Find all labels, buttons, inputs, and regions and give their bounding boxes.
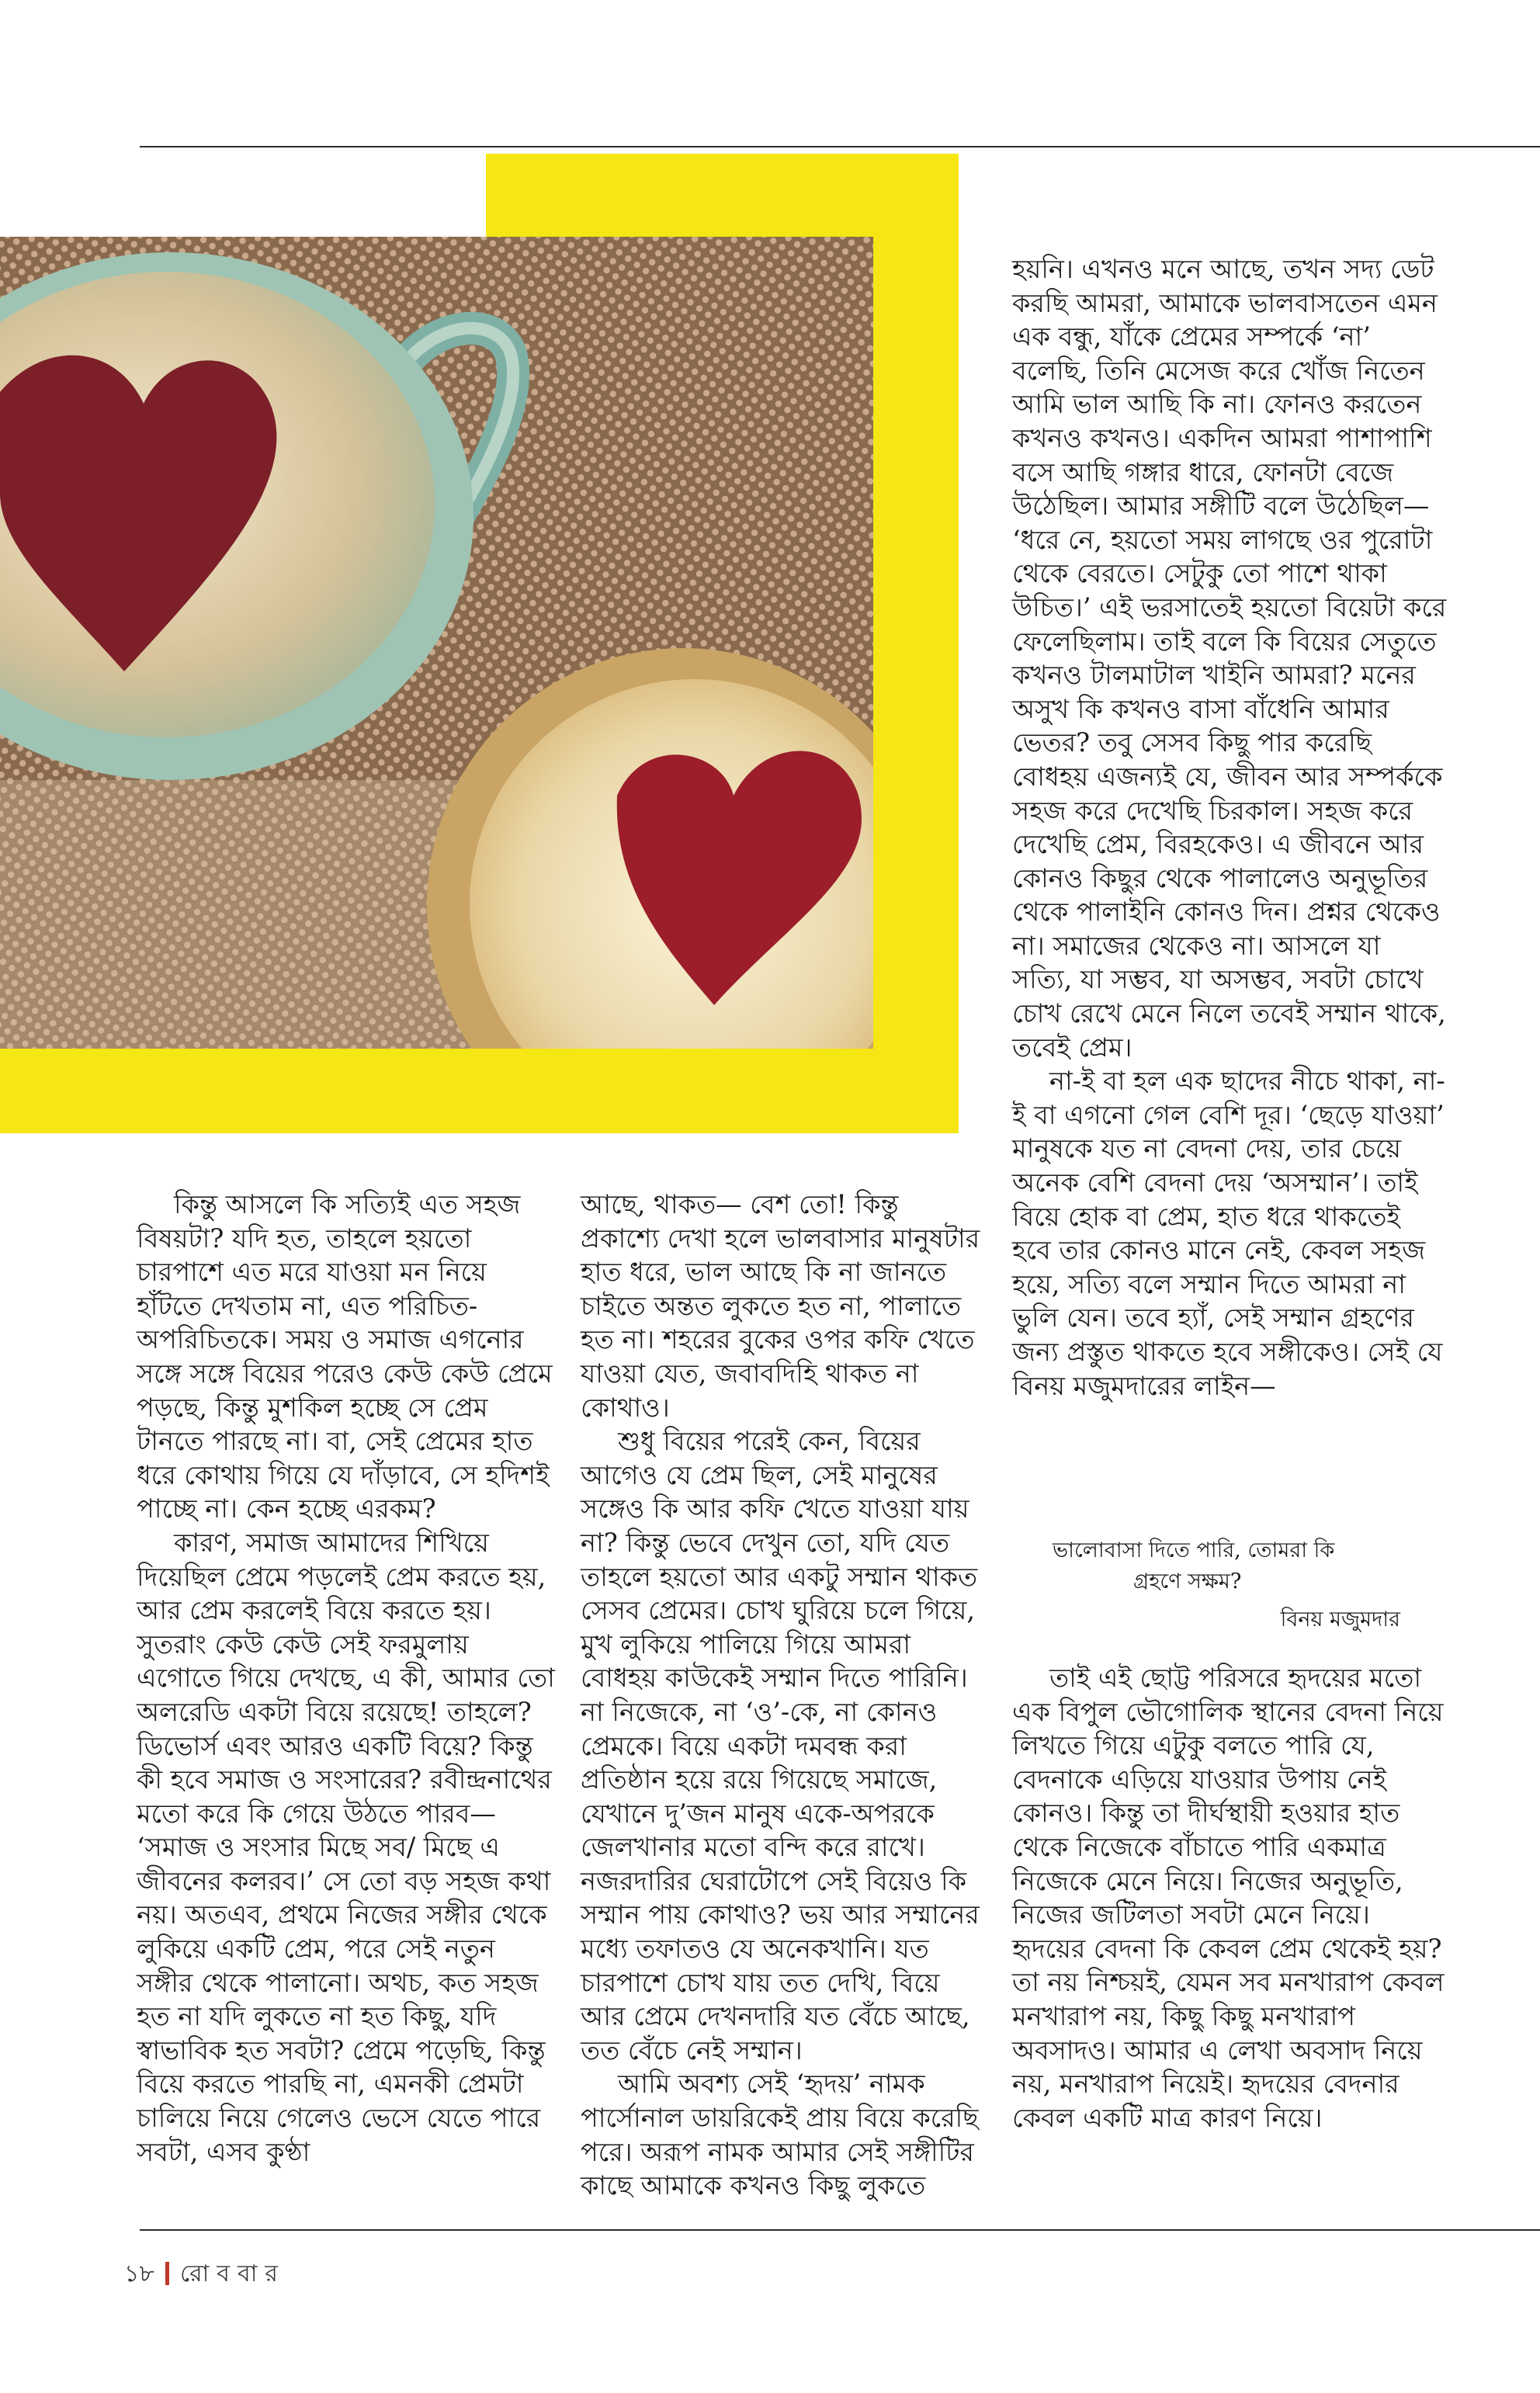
paragraph: না-ই বা হল এক ছাদের নীচে থাকা, না-ই বা এগনো গেল বেশি দূর। ‘ছেড়ে যাওয়া’ মানুষকে যত না বেদনা দেয়, তার চেয়ে অনেক বেশি বেদনা দেয় ‘অসম্মান’। তাই বিয়ে হোক বা প্রেম, হাত ধরে থাকতেই হবে তার কোনও মানে নেই, কেবল সহজ হয়ে, সত্যি বলে সম্মান দিতে আমরা না ভুলি যেন। তবে হ্যাঁ, সেই সম্মান গ্রহণের জন্য প্রস্তুত থাকতে হবে সঙ্গীকেও। সেই যে বিনয় মজুমদারের লাইন— — [1012, 1066, 1445, 1401]
coffee-hearts-photo — [0, 237, 873, 1049]
page-footer — [124, 2255, 286, 2294]
page-number: ১৮ — [124, 2260, 154, 2287]
top-rule — [140, 146, 1540, 147]
article-column-3-top — [1012, 252, 1447, 1403]
paragraph: তাই এই ছোট্ট পরিসরে হৃদয়ের মতো এক বিপুল ভৌগোলিক স্থানের বেদনা নিয়ে লিখতে গিয়ে এটুকু বলতে পারি যে, বেদনাকে এড়িয়ে যাওয়ার উপায় নেই কোনও। কিন্তু তা দীর্ঘস্থায়ী হওয়ার হাত থেকে নিজেকে বাঁচাতে পারি একমাত্র নিজেকে মেনে নিয়ে। নিজের অনুভূতি, নিজের জটিলতা সবটা মেনে নিয়ে। হৃদয়ের বেদনা কি কেবল প্রেম থেকেই হয়? তা নয় নিশ্চয়ই, যেমন সব মনখারাপ কেবল মনখারাপ নয়, কিছু কিছু মনখারাপ অবসাদও। আমার এ লেখা অবসাদ নিয়ে নয়, মনখারাপ নিয়েই। হৃদয়ের বেদনার কেবল একটি মাত্র কারণ নিয়ে। — [1012, 1663, 1445, 2133]
paragraph: হয়নি। এখনও মনে আছে, তখন সদ্য ডেট করছি আমরা, আমাকে ভালবাসতেন এমন এক বন্ধু, যাঁকে প্রেমের সম্পর্কে ‘না’ বলেছি, তিনি মেসেজ করে খোঁজ নিতেন আমি ভাল আছি কি না। ফোনও করতেন কখনও কখনও। একদিন আমরা পাশাপাশি বসে আছি গঙ্গার ধারে, ফোনটা বেজে উঠেছিল। আমার সঙ্গীটি বলে উঠেছিল— ‘ধরে নে, হয়তো সময় লাগছে ওর পুরোটা থেকে বেরতে। সেটুকু তো পাশে থাকা উচিত।’ এই ভরসাতেই হয়তো বিয়েটা করে ফেলেছিলাম। তাই বলে কি বিয়ের সেতুতে কখনও টালমাটাল খাইনি আমরা? মনের অসুখ কি কখনও বাসা বাঁধেনি আমার ভেতর? তবু সেসব কিছু পার করেছি বোধহয় এজন্যই যে, জীবন আর সম্পর্ককে সহজ করে দেখেছি চিরকাল। সহজ করে দেখেছি প্রেম, বিরহকেও। এ জীবনে আর কোনও কিছুর থেকে পালালেও অনুভূতির থেকে পালাইনি কোনও দিন। প্রশ্নর থেকেও না। সমাজের থেকেও না। আসলে যা সত্যি, যা সম্ভব, যা অসম্ভব, সবটা চোখে চোখ রেখে মেনে নিলে তবেই সম্মান থাকে, তবেই প্রেম। — [1012, 254, 1447, 1063]
paragraph: কিন্তু আসলে কি সত্যিই এত সহজ বিষয়টা? যদি হত, তাহলে হয়তো চারপাশে এত মরে যাওয়া মন নিয়ে হাঁটতে দেখতাম না, এত পরিচিত-অপরিচিতকে। সময় ও সমাজ এগনোর সঙ্গে সঙ্গে বিয়ের পরেও কেউ কেউ প্রেমে পড়ছে, কিন্তু মুশকিল হচ্ছে সে প্রেম টানতে পারছে না। বা, সেই প্রেমের হাত ধরে কোথায় গিয়ে যে দাঁড়াবে, সে হদিশই পাচ্ছে না। কেন হচ্ছে এরকম? — [137, 1189, 553, 1524]
quote-line: গ্রহণে সক্ষম? — [1133, 1569, 1242, 1594]
article-column-2 — [581, 1188, 984, 2203]
paragraph: কারণ, সমাজ আমাদের শিখিয়ে দিয়েছিল প্রেমে পড়লেই প্রেম করতে হয়, আর প্রেম করলেই বিয়ে করতে হয়। সুতরাং কেউ কেউ সেই ফরমুলায় এগোতে গিয়ে দেখছে, এ কী, আমার তো অলরেডি একটা বিয়ে রয়েছে! তাহলে? ডিভোর্স এবং আরও একটি বিয়ে? কিন্তু কী হবে সমাজ ও সংসারের? রবীন্দ্রনাথের মতো করে কি গেয়ে উঠতে পারব— ‘সমাজ ও সংসার মিছে সব/ মিছে এ জীবনের কলরব।’ সে তো বড় সহজ কথা নয়। অতএব, প্রথমে নিজের সঙ্গীর থেকে লুকিয়ে একটি প্রেম, পরে সেই নতুন সঙ্গীর থেকে পালানো। অথচ, কত সহজ হত না যদি লুকতে না হত কিছু, যদি স্বাভাবিক হত সবটা? প্রেমে পড়েছি, কিন্তু বিয়ে করতে পারছি না, এমনকী প্রেমটা চালিয়ে নিয়ে গেলেও ভেসে যেতে পারে সবটা, এসব কুণ্ঠা — [137, 1527, 555, 2167]
paragraph: শুধু বিয়ের পরেই কেন, বিয়ের আগেও যে প্রেম ছিল, সেই মানুষের সঙ্গেও কি আর কফি খেতে যাওয়া যায় না? কিন্তু ভেবে দেখুন তো, যদি যেত তাহলে হয়তো আর একটু সম্মান থাকত সেসব প্রেমের। চোখ ঘুরিয়ে চলে গিয়ে, মুখ লুকিয়ে পালিয়ে গিয়ে আমরা বোধহয় কাউকেই সম্মান দিতে পারিনি। না নিজেকে, না ‘ও’-কে, না কোনও প্রেমকে। বিয়ে একটা দমবন্ধ করা প্রতিষ্ঠান হয়ে রয়ে গিয়েছে সমাজে, যেখানে দু’জন মানুষ একে-অপরকে জেলখানার মতো বন্দি করে রাখে। নজরদারির ঘেরাটোপে সেই বিয়েও কি সম্মান পায় কোথাও? ভয় আর সম্মানের মধ্যে তফাতও যে অনেকখানি। যত চারপাশে চোখ যায় তত দেখি, বিয়ে আর প্রেমে দেখনদারি যত বেঁচে আছে, তত বেঁচে নেই সম্মান। — [581, 1426, 980, 2065]
article-column-1 — [137, 1188, 556, 2169]
bottom-rule — [140, 2229, 1540, 2231]
quote-line: ভালোবাসা দিতে পারি, তোমরা কি — [1053, 1538, 1335, 1562]
paragraph: আছে, থাকত— বেশ তো! কিন্তু প্রকাশ্যে দেখা হলে ভালবাসার মানুষটার হাত ধরে, ভাল আছে কি না জানতে চাইতে অন্তত লুকতে হত না, পালাতে হত না। শহরের বুকের ওপর কফি খেতে যাওয়া যেত, জবাবদিহি থাকত না কোথাও। — [581, 1189, 980, 1423]
poem-quote — [1053, 1535, 1456, 1597]
magazine-name: রোববার — [179, 2260, 286, 2287]
folio-divider — [165, 2262, 169, 2285]
article-column-3-bottom — [1012, 1661, 1447, 2135]
quote-author: বিনয় মজুমদার — [1280, 1607, 1400, 1632]
paragraph: আমি অবশ্য সেই ‘হৃদয়’ নামক পার্সোনাল ডায়রিকেই প্রায় বিয়ে করেছি পরে। অরূপ নামক আমার সেই সঙ্গীটির কাছে আমাকে কখনও কিছু লুকতে — [581, 2069, 979, 2201]
